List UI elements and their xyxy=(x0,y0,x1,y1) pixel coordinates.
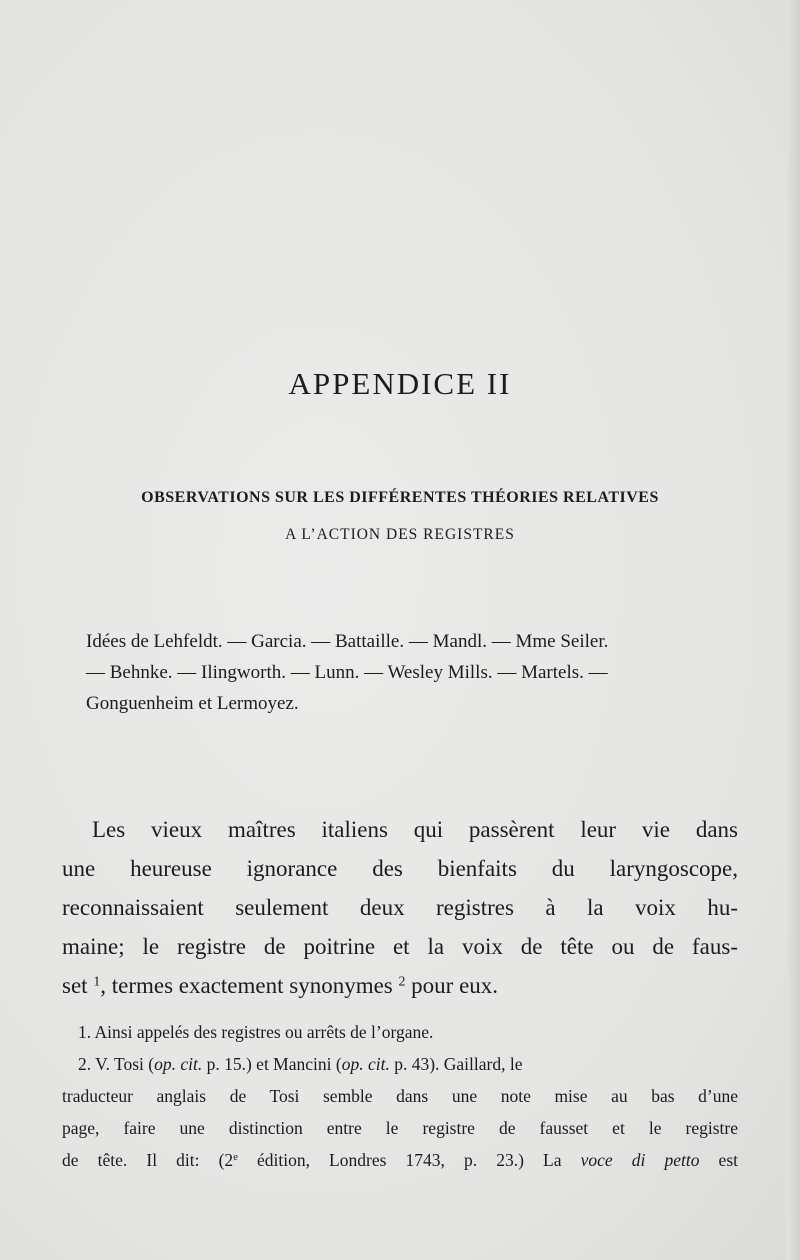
footnote-text: édition, Londres 1743, p. 23.) La xyxy=(237,1150,581,1170)
body-line: Les vieux maîtres italiens qui passèrent leur vie dans xyxy=(92,817,738,842)
footnote-marker: 2 xyxy=(398,973,406,989)
footnote-2-line-3: page, faire une distinction entre le registre de fausset et le registre xyxy=(62,1118,738,1138)
body-text-span: set xyxy=(62,973,88,998)
summary-block xyxy=(86,626,736,719)
body-text-span: pour eux. xyxy=(411,973,499,998)
summary-line: — Behnke. — Ilingworth. — Lunn. — Wesley Mills. — Martels. — xyxy=(86,662,608,683)
footnote-text: 2. V. Tosi ( xyxy=(78,1054,155,1074)
footnote-citation: op. cit. xyxy=(341,1054,390,1074)
footnote-citation: op. cit. xyxy=(154,1054,203,1074)
page-edge-shadow xyxy=(786,0,800,1260)
body-line: maine; le registre de poitrine et la voix de tête ou de faus- xyxy=(62,934,738,959)
footnote-italic-phrase: voce di petto xyxy=(580,1150,700,1170)
footnote-marker: 1 xyxy=(93,973,101,989)
summary-line: Idées de Lehfeldt. — Garcia. — Battaille. — Mandl. — Mme Seiler. xyxy=(86,631,609,652)
footnote-2-line-2: traducteur anglais de Tosi semble dans une note mise au bas d’une xyxy=(62,1086,738,1106)
footnotes-block xyxy=(62,1016,738,1176)
subtitle-line-1: OBSERVATIONS SUR LES DIFFÉRENTES THÉORIES RELATIVES xyxy=(141,489,659,506)
body-line: une heureuse ignorance des bienfaits du laryngoscope, xyxy=(62,856,738,881)
footnote-superscript: e xyxy=(233,1152,238,1164)
footnote-text: est xyxy=(699,1150,738,1170)
summary-line: Gonguenheim et Lermoyez. xyxy=(86,693,299,714)
footnote-text: p. 15.) et Mancini ( xyxy=(202,1054,342,1074)
body-line-last xyxy=(62,966,738,1005)
footnote-text: p. 43). Gaillard, le xyxy=(389,1054,523,1074)
footnote-2-line-4 xyxy=(62,1144,738,1176)
body-line: reconnaissaient seulement deux registres à la voix hu- xyxy=(62,895,738,920)
appendix-heading: APPENDICE II xyxy=(288,366,512,401)
subtitle-line-2: A L’ACTION DES REGISTRES xyxy=(285,526,515,543)
footnote-2-line-1 xyxy=(62,1048,738,1080)
footnote-text: de tête. Il dit: (2 xyxy=(62,1150,234,1170)
body-text-span: , termes exactement synonymes xyxy=(100,973,393,998)
footnote-1: 1. Ainsi appelés des registres ou arrêts de l’organe. xyxy=(78,1022,434,1042)
body-paragraph xyxy=(62,810,738,1005)
